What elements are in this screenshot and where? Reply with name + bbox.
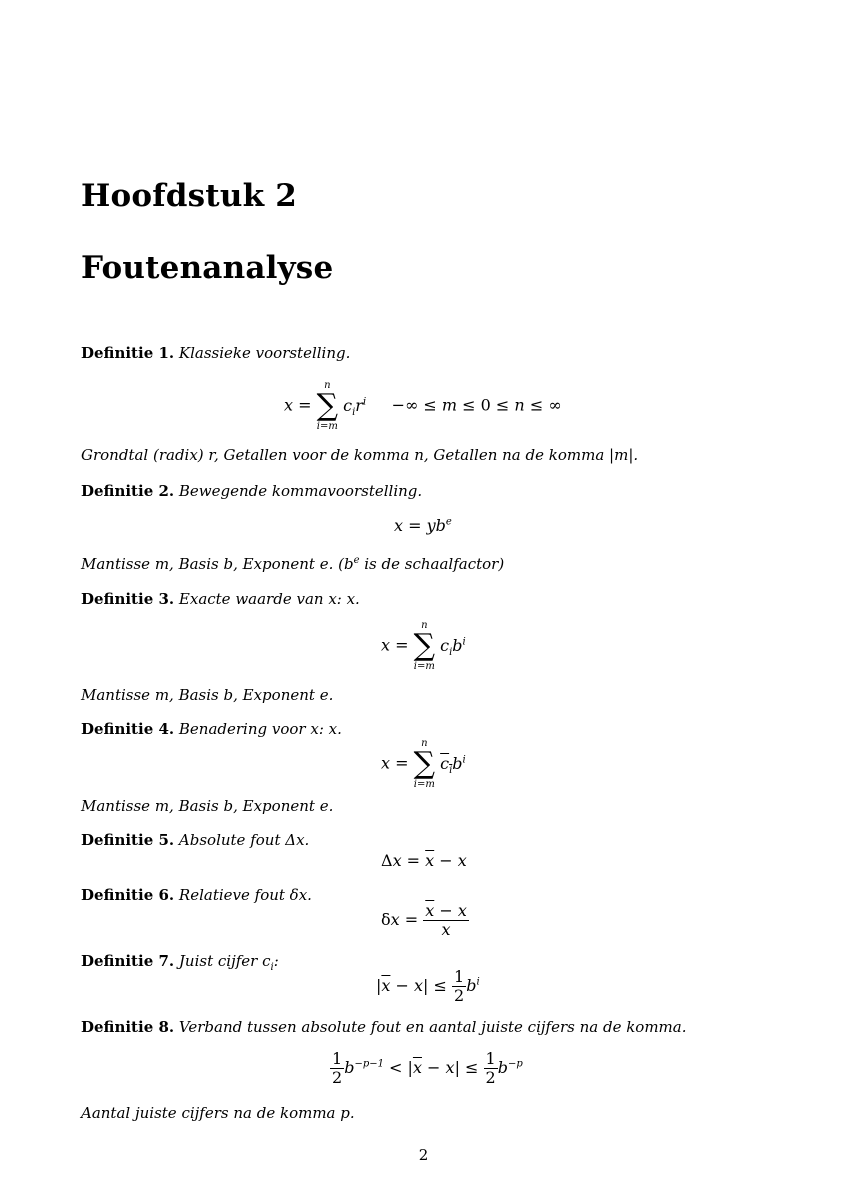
equation-7: $|\overline{x} - x|$ ≤ $\frac{1}{2}$ $b^i$ xyxy=(376,967,480,1005)
section-title: Foutenanalyse xyxy=(81,250,334,286)
definition-4 xyxy=(81,720,342,738)
definition-label: Definitie 4. xyxy=(81,720,175,738)
equation-8: $\frac{1}{2}$ $b^{-p-1} < |\overline{x} - x|$ ≤ $\frac{1}{2}$ $b^{-p}$ xyxy=(332,1049,523,1087)
note-1: Grondtal (radix) r, Getallen voor de komma n, Getallen na de komma |m|. xyxy=(81,446,639,464)
note-4: Mantisse m, Basis b, Exponent e. xyxy=(81,797,334,815)
definition-label: Definitie 5. xyxy=(81,831,175,849)
definition-text: Verband tussen absolute fout en aantal juiste cijfers na de komma. xyxy=(178,1018,687,1036)
equation-6: δx = $\frac{\overline{x} - x}{x}$ xyxy=(381,901,467,939)
note-8: Aantal juiste cijfers na de komma p. xyxy=(81,1104,355,1122)
definition-label: Definitie 6. xyxy=(81,886,175,904)
definition-label: Definitie 2. xyxy=(81,482,175,500)
note-3: Mantisse m, Basis b, Exponent e. xyxy=(81,686,334,704)
note-2: Mantisse m, Basis b, Exponent e. ($b^e$ is de schaalfactor) xyxy=(81,555,505,573)
equation-1: x = n ∑ i=m $c_ir^i$ −∞ ≤ m ≤ 0 ≤ n ≤ ∞ xyxy=(284,380,562,432)
definition-label: Definitie 3. xyxy=(81,590,175,608)
definition-2 xyxy=(81,482,422,500)
definition-8 xyxy=(81,1018,687,1036)
chapter-heading: Hoofdstuk 2 xyxy=(81,178,298,214)
definition-text: Absolute fout Δx. xyxy=(178,831,310,849)
definition-text: Relatieve fout δx. xyxy=(178,886,312,904)
definition-6 xyxy=(81,886,312,904)
definition-text: Bewegende kommavoorstelling. xyxy=(178,482,423,500)
definition-1 xyxy=(81,344,350,362)
definition-3 xyxy=(81,590,360,608)
equation-4: x = n ∑ i=m $c_ib^i$ xyxy=(381,738,466,790)
definition-label: Definitie 7. xyxy=(81,952,175,970)
equation-5: $\Delta x = \overline{x} - x$ xyxy=(381,851,467,870)
page-number: 2 xyxy=(418,1146,429,1164)
equation-2: $x = yb^e$ xyxy=(394,516,452,535)
definition-text: Juist cijfer c xyxy=(178,952,271,970)
definition-7: Definitie 7. Juist cijfer $c_i$: xyxy=(81,952,279,973)
equation-3: x = n ∑ i=m $c_ib^i$ xyxy=(381,620,466,672)
definition-text: Benadering voor x: x. xyxy=(178,720,342,738)
definition-label: Definitie 8. xyxy=(81,1018,175,1036)
definition-text: Klassieke voorstelling. xyxy=(178,344,351,362)
definition-text: Exacte waarde van x: x. xyxy=(178,590,360,608)
definition-5 xyxy=(81,831,309,849)
definition-label: Definitie 1. xyxy=(81,344,175,362)
